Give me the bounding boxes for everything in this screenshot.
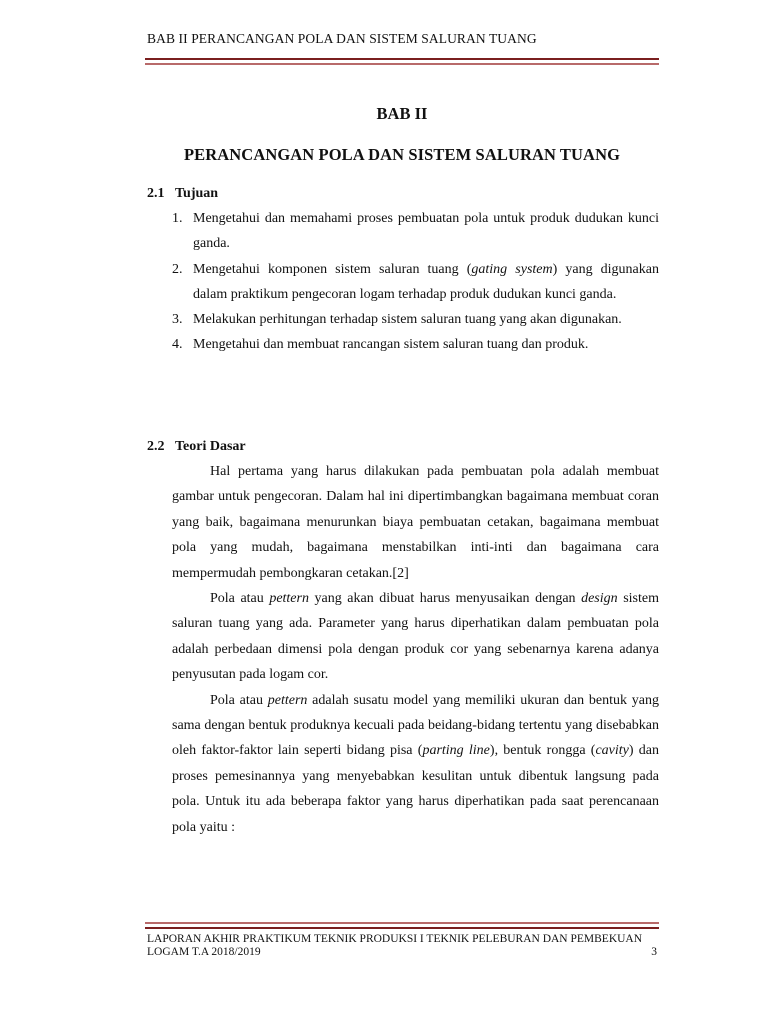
footer-line-1: LAPORAN AKHIR PRAKTIKUM TEKNIK PRODUKSI I TEKNIK PELEBURAN DAN PEMBEKUAN — [147, 933, 643, 945]
header-rule-dark — [145, 58, 659, 60]
italic-term: design — [581, 591, 618, 607]
list-item — [172, 206, 659, 257]
section-title: Tujuan — [175, 186, 219, 201]
chapter-number: BAB II — [376, 104, 428, 123]
list-item — [172, 307, 659, 332]
paragraph-text: ), bentuk rongga ( — [489, 743, 596, 759]
footer-line-2-text: LOGAM T.A 2018/2019 — [147, 946, 261, 958]
list-marker: 1. — [172, 211, 183, 226]
list-marker: 4. — [172, 337, 183, 353]
list-item — [172, 332, 659, 357]
italic-term: pettern — [267, 692, 308, 708]
paragraph-text: adalah susatu model yang memiliki ukuran dan bentuk yang sama dengan bentuk produknya kecuali pada beidang-bidang tertentu yang disebabkan oleh faktor-faktor lain seperti bidang pisa ( — [172, 692, 659, 759]
footer-line-2 — [147, 946, 657, 959]
section-number: 2.1 — [147, 186, 165, 201]
header-rule-light — [145, 63, 659, 65]
objectives-list — [172, 206, 659, 358]
paragraph — [172, 459, 659, 586]
page-number: 3 — [651, 946, 657, 958]
list-item-text: Mengetahui komponen sistem saluran tuang ( — [193, 261, 472, 277]
list-item-text: Mengetahui dan membuat rancangan sistem saluran tuang dan produk. — [193, 337, 589, 353]
paragraph — [172, 688, 659, 840]
paragraph-text: Pola atau — [210, 591, 270, 607]
section-number: 2.2 — [147, 439, 165, 454]
footer-rule-light — [145, 922, 659, 924]
list-item-text: ) yang digunakan dalam praktikum pengecoran logam terhadap produk dudukan kunci ganda. — [193, 261, 659, 302]
list-item-text: Melakukan perhitungan terhadap sistem saluran tuang yang akan digunakan. — [193, 312, 622, 328]
paragraph-text: Hal pertama yang harus dilakukan pada pembuatan pola adalah membuat gambar untuk pengecoran. Dalam hal ini dipertimbangkan bagaimana membuat coran yang baik, bagaimana menurunkan biaya pembuatan cetakan, bagaimana membuat pola yang mudah, bagaimana menstabilkan inti-inti dan bagaimana cara mempermudah pembongkaran cetakan.[2] — [172, 464, 659, 581]
italic-term: cavity — [595, 743, 629, 759]
paragraph-text: sistem saluran tuang yang ada. Parameter yang harus diperhatikan dalam pembuatan pola adalah perbedaan dimensi pola dengan produk cor yang sebenarnya karena adanya penyusutan pada logam cor. — [172, 591, 659, 683]
paragraph-text: Pola atau — [210, 692, 268, 708]
chapter-title: PERANCANGAN POLA DAN SISTEM SALURAN TUANG — [183, 145, 621, 164]
italic-term: gating system — [471, 261, 553, 277]
paragraph — [172, 586, 659, 688]
section-heading-teori-dasar — [147, 439, 246, 455]
paragraph-text: yang akan dibuat harus menyusaikan dengan — [308, 591, 582, 607]
italic-term: parting line — [422, 743, 490, 759]
section-heading-tujuan — [147, 186, 218, 202]
italic-term: pettern — [269, 591, 309, 607]
list-item-text: Mengetahui dan memahami proses pembuatan pola untuk produk dudukan kunci ganda. — [193, 211, 659, 252]
running-header: BAB II PERANCANGAN POLA DAN SISTEM SALURAN TUANG — [147, 31, 537, 46]
footer-rule-dark — [145, 927, 659, 929]
paragraph-text: ) dan proses pemesinannya yang menyebabkan kesulitan untuk dibentuk langsung pada pola. Untuk itu ada beberapa faktor yang harus diperhatikan pada saat perencanaan pola yaitu : — [172, 743, 659, 835]
page-footer — [147, 933, 657, 959]
section-body — [172, 459, 659, 840]
list-marker: 3. — [172, 312, 183, 328]
section-title: Teori Dasar — [175, 439, 246, 454]
list-marker: 2. — [172, 261, 183, 277]
list-item — [172, 257, 659, 308]
